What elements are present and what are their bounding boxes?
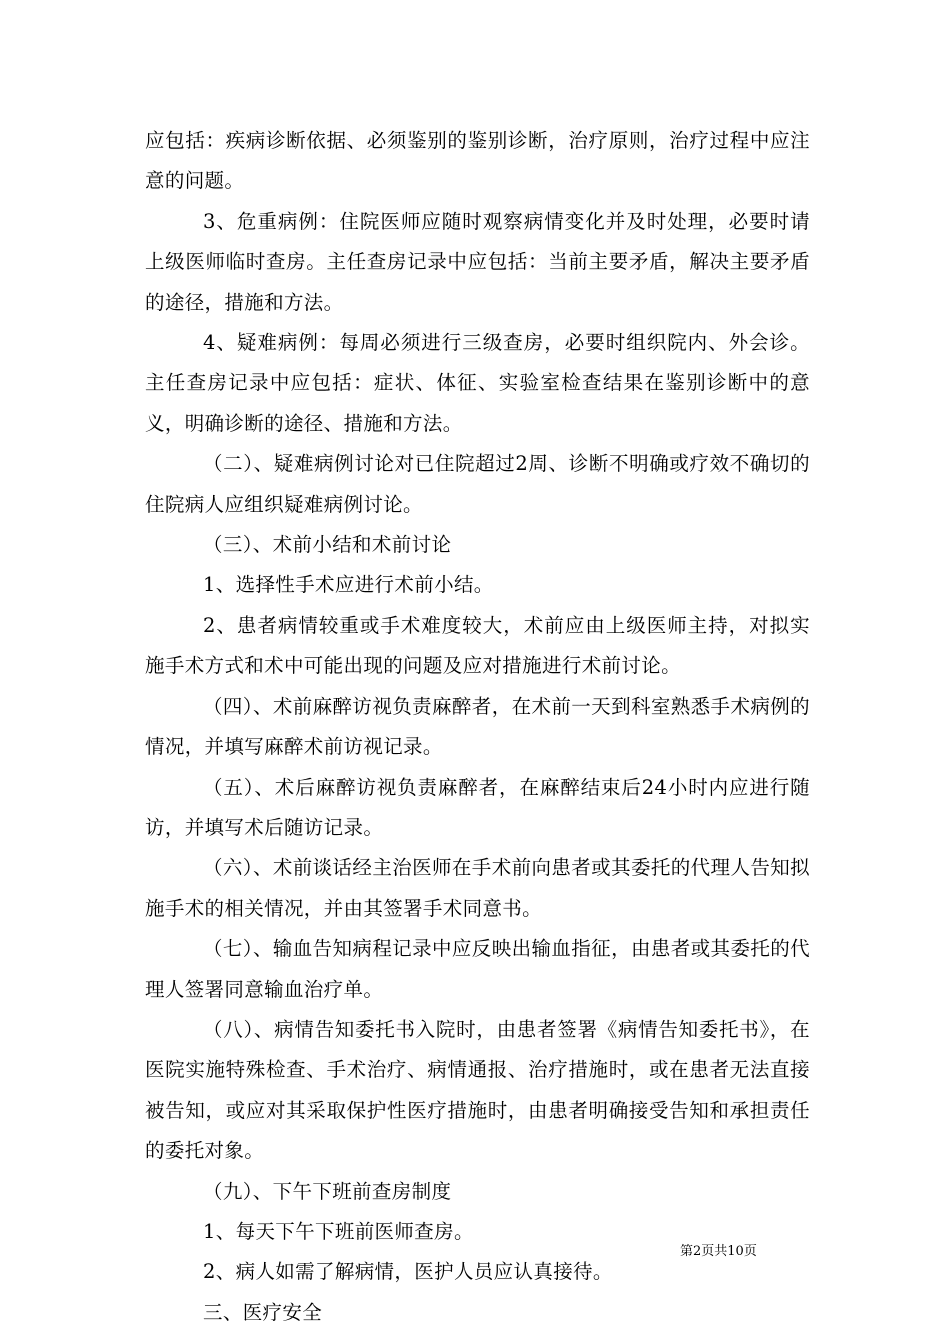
paragraph: 应包括：疾病诊断依据、必须鉴别的鉴别诊断，治疗原则，治疗过程中应注意的问题。 bbox=[145, 129, 810, 193]
paragraph: （五）、术后麻醉访视负责麻醉者，在麻醉结束后24小时内应进行随访，并填写术后随访记录。 bbox=[145, 775, 810, 839]
paragraph: 2、病人如需了解病情，医护人员应认真接待。 bbox=[203, 1260, 613, 1284]
paragraph: （四）、术前麻醉访视负责麻醉者，在术前一天到科室熟悉手术病例的情况，并填写麻醉术前访视记录。 bbox=[145, 694, 810, 759]
paragraph: （八）、病情告知委托书入院时，由患者签署《病情告知委托书》，在医院实施特殊检查、手术治疗、病情通报、治疗措施时，或在患者无法直接被告知，或应对其采取保护性医疗措施时，由患者明确接受告知和承担责任的委托对象。 bbox=[145, 1017, 810, 1163]
paragraph: （二）、疑难病例讨论对已住院超过2周、诊断不明确或疗效不确切的住院病人应组织疑难病例讨论。 bbox=[145, 452, 810, 516]
paragraph: 1、每天下午下班前医师查房。 bbox=[203, 1219, 474, 1243]
paragraph: （九）、下午下班前查房制度 bbox=[203, 1179, 452, 1203]
paragraph: （七）、输血告知病程记录中应反映出输血指征，由患者或其委托的代理人签署同意输血治疗单。 bbox=[145, 937, 810, 1001]
document-body bbox=[145, 121, 810, 1333]
paragraph: （六）、术前谈话经主治医师在手术前向患者或其委托的代理人告知拟施手术的相关情况，并由其签署手术同意书。 bbox=[145, 856, 810, 920]
paragraph: 三、医疗安全 bbox=[203, 1300, 323, 1324]
paragraph: 1、选择性手术应进行术前小结。 bbox=[203, 573, 494, 597]
paragraph: 3、危重病例：住院医师应随时观察病情变化并及时处理，必要时请上级医师临时查房。主任查房记录中应包括：当前主要矛盾，解决主要矛盾的途径，措施和方法。 bbox=[145, 209, 810, 314]
paragraph: 2、患者病情较重或手术难度较大，术前应由上级医师主持，对拟实施手术方式和术中可能出现的问题及应对措施进行术前讨论。 bbox=[145, 613, 810, 678]
paragraph: 4、疑难病例：每周必须进行三级查房，必要时组织院内、外会诊。主任查房记录中应包括：症状、体征、实验室检查结果在鉴别诊断中的意义，明确诊断的途径、措施和方法。 bbox=[145, 331, 810, 435]
page-footer: 第2页共10页 bbox=[680, 1244, 757, 1259]
paragraph: （三）、术前小结和术前讨论 bbox=[203, 533, 452, 557]
